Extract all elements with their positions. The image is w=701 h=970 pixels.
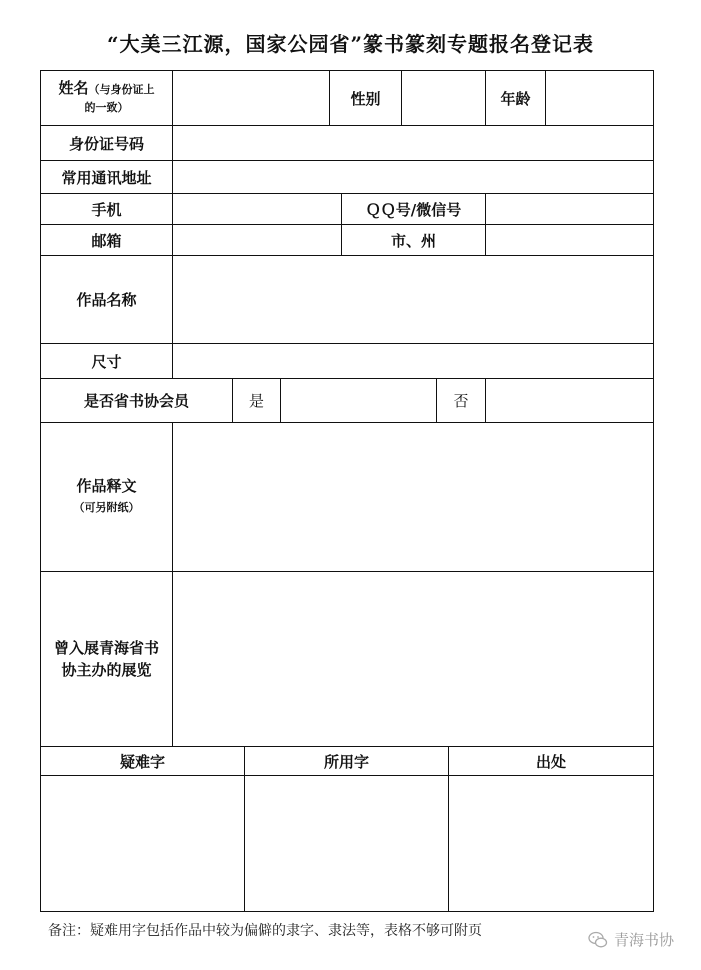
address-input-cell[interactable] — [173, 161, 653, 194]
phone-input-cell[interactable] — [173, 194, 342, 225]
id-input-cell[interactable] — [173, 126, 653, 161]
id-label: 身份证号码 — [41, 126, 173, 161]
registration-form — [40, 70, 654, 912]
interpretation-label: 作品释文 — [76, 477, 137, 495]
address-label: 常用通讯地址 — [41, 161, 173, 194]
name-label-cell — [41, 71, 173, 126]
work-name-label: 作品名称 — [41, 256, 173, 344]
email-input-cell[interactable] — [173, 225, 342, 256]
age-input-cell[interactable] — [546, 71, 653, 126]
size-input-cell[interactable] — [173, 344, 653, 379]
exhibition-label-2: 协主办的展览 — [61, 661, 152, 679]
col-used-input[interactable] — [245, 776, 449, 911]
brand-text: 青海书协 — [614, 931, 675, 949]
col-difficult-header: 疑难字 — [41, 747, 245, 776]
col-used-header: 所用字 — [245, 747, 449, 776]
name-label: 姓名 — [58, 79, 89, 97]
city-label: 市、州 — [342, 225, 486, 256]
no-label: 否 — [437, 379, 486, 423]
work-name-input-cell[interactable] — [173, 256, 653, 344]
interpretation-input-cell[interactable] — [173, 423, 653, 572]
city-input-cell[interactable] — [486, 225, 653, 256]
col-difficult-input[interactable] — [41, 776, 245, 911]
yes-input-cell[interactable] — [281, 379, 437, 423]
yes-label: 是 — [233, 379, 281, 423]
gender-label: 性别 — [330, 71, 402, 126]
name-note-2: 的一致） — [84, 101, 129, 114]
member-label: 是否省书协会员 — [41, 379, 233, 423]
no-input-cell[interactable] — [486, 379, 653, 423]
interpretation-note: （可另附纸） — [73, 501, 140, 514]
exhibition-input-cell[interactable] — [173, 572, 653, 747]
name-note-1: （与身份证上 — [88, 83, 155, 96]
qq-input-cell[interactable] — [486, 194, 653, 225]
brand-watermark — [588, 929, 674, 950]
email-label: 邮箱 — [41, 225, 173, 256]
wechat-icon — [588, 931, 608, 949]
exhibition-label-1: 曾入展青海省书 — [53, 639, 159, 657]
qq-label: ＱＱ号/微信号 — [342, 194, 486, 225]
exhibition-label-cell — [41, 572, 173, 747]
gender-input-cell[interactable] — [402, 71, 486, 126]
form-title: “大美三江源，国家公园省”篆书篆刻专题报名登记表 — [106, 32, 594, 56]
phone-label: 手机 — [41, 194, 173, 225]
size-label: 尺寸 — [41, 344, 173, 379]
footnote: 备注：疑难用字包括作品中较为偏僻的隶字、隶法等，表格不够可附页 — [48, 923, 482, 939]
name-input-cell[interactable] — [173, 71, 330, 126]
interpretation-label-cell — [41, 423, 173, 572]
col-source-input[interactable] — [449, 776, 653, 911]
age-label: 年龄 — [486, 71, 546, 126]
col-source-header: 出处 — [449, 747, 653, 776]
